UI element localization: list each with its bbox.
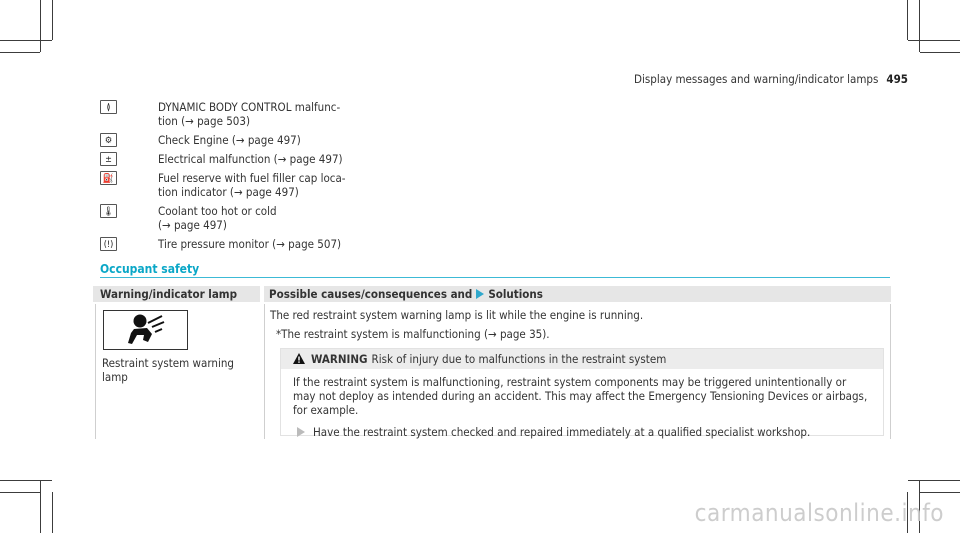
description bbox=[270, 308, 880, 346]
list-item-text: Electrical malfunction (→ page 497) bbox=[158, 152, 343, 166]
warning-triangle-icon bbox=[293, 353, 305, 364]
list-item-text: DYNAMIC BODY CONTROL malfunc- tion (→ page 503) bbox=[158, 100, 341, 128]
list-item bbox=[100, 100, 380, 128]
indicator-list bbox=[100, 100, 380, 256]
list-item-text: Check Engine (→ page 497) bbox=[158, 133, 301, 147]
warning-title: WARNING bbox=[311, 352, 368, 366]
watermark: carmanualsonline.info bbox=[694, 499, 944, 527]
fuel-pump-icon: ⛽ bbox=[100, 171, 117, 185]
warning-table bbox=[93, 284, 891, 439]
crop-mark bbox=[40, 480, 41, 533]
warning-header bbox=[281, 349, 883, 369]
crop-mark bbox=[40, 0, 41, 52]
warning-body bbox=[281, 369, 883, 439]
column-divider bbox=[264, 304, 265, 439]
list-item bbox=[100, 237, 380, 251]
restraint-system-warning-lamp-icon bbox=[103, 310, 188, 350]
list-item-text: Tire pressure monitor (→ page 507) bbox=[158, 237, 342, 251]
section-divider bbox=[100, 277, 890, 278]
list-item-text: Coolant too hot or cold (→ page 497) bbox=[158, 204, 277, 232]
crop-mark bbox=[919, 0, 920, 52]
column-header-lamp: Warning/indicator lamp bbox=[93, 286, 260, 302]
crop-mark bbox=[0, 52, 40, 53]
airbag-person-icon bbox=[104, 311, 186, 348]
crop-mark bbox=[907, 0, 908, 40]
warning-box bbox=[280, 348, 884, 439]
arrow-right-icon bbox=[297, 427, 305, 437]
list-item bbox=[100, 152, 380, 166]
tire-pressure-icon: (!) bbox=[100, 237, 117, 251]
list-item-text: Fuel reserve with fuel filler cap loca- tion indicator (→ page 497) bbox=[158, 171, 346, 199]
column-header-causes-text: Possible causes/consequences and bbox=[269, 287, 473, 301]
header-title: Display messages and warning/indicator lamps bbox=[634, 72, 879, 86]
page-header bbox=[634, 72, 908, 86]
warning-heading: Risk of injury due to malfunctions in the restraint system bbox=[371, 352, 667, 366]
crop-mark bbox=[920, 52, 960, 53]
action-item bbox=[293, 425, 871, 439]
list-item bbox=[100, 204, 380, 232]
esp-dynamic-body-control-icon: ≬ bbox=[100, 100, 117, 114]
list-item bbox=[100, 171, 380, 199]
action-text: Have the restraint system checked and repaired immediately at a qualified specialist workshop. bbox=[313, 425, 811, 439]
crop-mark bbox=[52, 0, 53, 40]
battery-icon: ± bbox=[100, 152, 117, 166]
crop-mark bbox=[908, 40, 960, 41]
column-header-solutions-text: Solutions bbox=[488, 287, 543, 301]
check-engine-icon: ⚙ bbox=[100, 133, 117, 147]
section-title: Occupant safety bbox=[100, 262, 200, 276]
crop-mark bbox=[52, 492, 53, 533]
crop-mark bbox=[0, 480, 52, 481]
cause-text: *The restraint system is malfunctioning (→ page 35). bbox=[276, 327, 550, 341]
lamp-label: Restraint system warning lamp bbox=[102, 356, 234, 384]
warning-body-text: If the restraint system is malfunctioning, restraint system components may be triggered unintentionally or may not deploy as intended during an accident. This may affect the Emergency Tensioning Devices or airbags, for example. bbox=[293, 375, 868, 417]
arrow-right-icon bbox=[476, 289, 484, 299]
column-header-causes bbox=[264, 286, 891, 302]
coolant-temperature-icon: 🌡 bbox=[100, 204, 117, 218]
description-text: The red restraint system warning lamp is lit while the engine is running. bbox=[270, 308, 644, 322]
column-divider bbox=[890, 304, 891, 439]
list-item bbox=[100, 133, 380, 147]
crop-mark bbox=[0, 492, 40, 493]
crop-mark bbox=[920, 492, 960, 493]
column-divider bbox=[95, 304, 96, 439]
crop-mark bbox=[908, 480, 960, 481]
crop-mark bbox=[0, 40, 52, 41]
page-number: 495 bbox=[886, 72, 908, 86]
